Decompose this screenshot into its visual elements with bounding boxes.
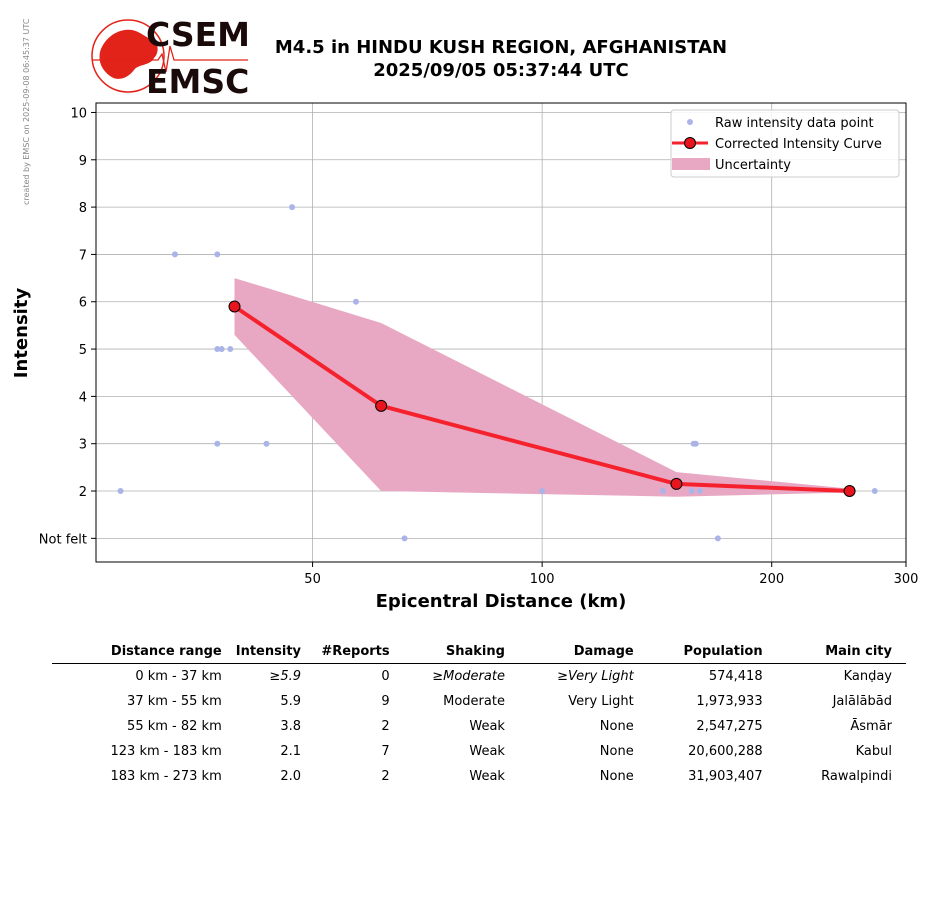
legend-uncertainty-label: Uncertainty [715,158,791,173]
table-cell: ≥Very Light [557,669,634,684]
table-cell: 2 [381,719,390,734]
table-cell: ≥5.9 [269,669,302,684]
credit-note: created by EMSC on 2025-09-08 06:45:37 UTC [22,18,31,205]
raw-data-point [689,488,695,494]
table-cell: 31,903,407 [688,769,763,784]
table-row [52,739,906,764]
table-cell: None [599,744,634,759]
table-row [52,689,906,714]
table-cell: 0 [381,669,390,684]
corrected-curve-point [671,478,682,489]
table-cell: 20,600,288 [688,744,763,759]
table-cell: 5.9 [280,694,302,709]
table-cell: Very Light [568,694,634,709]
table-cell: Moderate [443,694,505,709]
legend-raw-label: Raw intensity data point [715,116,874,131]
corrected-curve-point [844,486,855,497]
table-cell: Kabul [855,744,892,759]
x-axis-label: Epicentral Distance (km) [375,591,627,612]
table-cell: 55 km - 82 km [127,719,222,734]
table-cell: 183 km - 273 km [110,769,222,784]
table-cell: Weak [469,769,505,784]
corrected-curve-point [229,301,240,312]
legend-curve-label: Corrected Intensity Curve [715,137,882,152]
table-cell: 7 [381,744,390,759]
legend-curve-marker [685,138,696,149]
table-cell: 9 [381,694,390,709]
y-axis-label: Intensity [11,287,32,379]
table-body [52,664,906,790]
raw-data-point [872,488,878,494]
table-cell: 2.0 [280,769,302,784]
table-header-cell: Damage [573,643,634,659]
table-row [52,764,906,789]
y-tick-label: 10 [70,106,87,122]
raw-data-point [715,535,721,541]
x-tick-label: 200 [759,572,785,587]
table-cell: 0 km - 37 km [135,669,222,684]
y-tick-label: 2 [78,485,87,501]
raw-data-point [693,441,699,447]
legend-uncertainty-swatch [672,158,710,170]
x-tick-label: 50 [304,572,321,587]
raw-data-point [263,441,269,447]
table-cell: Weak [469,719,505,734]
table-cell: 3.8 [280,719,302,734]
legend [671,110,899,177]
table-header-cell: #Reports [321,643,390,659]
table-cell: 2,547,275 [696,719,763,734]
y-tick-label: 3 [78,437,87,453]
title-line-1: M4.5 in HINDU KUSH REGION, AFGHANISTAN [274,37,728,58]
table-header-cell: Population [683,643,763,659]
corrected-curve-point [376,400,387,411]
y-tick-label: 7 [78,248,87,264]
raw-data-point [697,488,703,494]
table-cell: 2.1 [280,744,302,759]
summary-table [52,640,906,789]
raw-data-point [227,346,233,352]
raw-data-point [539,488,545,494]
logo-text-top: CSEM [146,16,250,54]
title-line-2: 2025/09/05 05:37:44 UTC [373,60,629,81]
raw-data-point [118,488,124,494]
table-cell: Rawalpindi [821,769,892,784]
x-tick-label: 300 [893,572,919,587]
table-cell: 123 km - 183 km [110,744,222,759]
raw-data-point [214,251,220,257]
table-cell: Āsmār [850,719,892,734]
y-tick-label: 5 [78,343,87,359]
table-cell: 2 [381,769,390,784]
table-header-cell: Distance range [110,643,222,659]
table-row [52,664,906,690]
summary-table-wrap [52,640,906,789]
y-tick-label: 6 [78,295,87,311]
raw-data-point [172,251,178,257]
table-cell: ≥Moderate [432,669,505,684]
raw-data-point [214,441,220,447]
table-cell: None [599,719,634,734]
raw-data-point [660,488,666,494]
table-cell: None [599,769,634,784]
raw-data-point [219,346,225,352]
table-header-row [52,640,906,664]
x-tick-label: 100 [529,572,555,587]
table-row [52,714,906,739]
table-cell: 37 km - 55 km [127,694,222,709]
raw-data-point [402,535,408,541]
table-cell: Weak [469,744,505,759]
table-header-cell: Main city [825,643,892,659]
logo-text-bottom: EMSC [146,62,250,100]
y-tick-label: 8 [78,201,87,217]
y-tick-label: Not felt [38,532,87,548]
y-tick-label: 4 [78,390,87,406]
raw-data-point [353,299,359,305]
table-cell: 1,973,933 [696,694,763,709]
legend-raw-marker [687,119,693,125]
raw-data-point [289,204,295,210]
y-tick-label: 9 [78,153,87,169]
table-cell: 574,418 [708,669,763,684]
table-cell: Jalālābād [832,694,892,709]
table-header-cell: Intensity [235,643,302,659]
table-header-cell: Shaking [445,643,505,659]
axis-ticks [39,106,919,587]
table-cell: Kanḍay [843,669,892,684]
